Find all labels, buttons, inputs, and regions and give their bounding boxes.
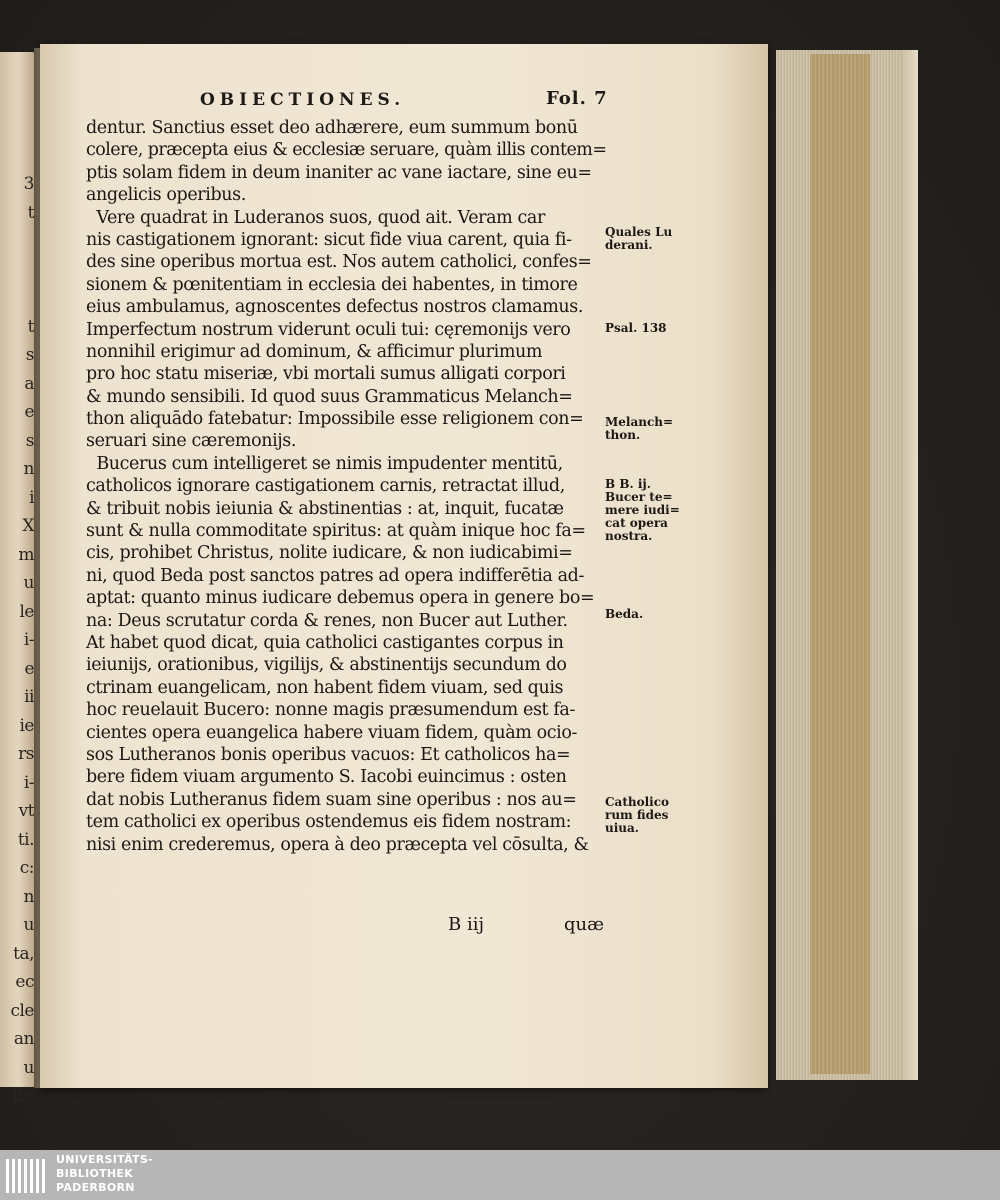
text-line: & mundo sensibili. Id quod suus Grammaticus Melanch= bbox=[86, 386, 573, 407]
marginal-line: uiua. bbox=[605, 821, 639, 835]
text-line: nonnihil erigimur ad dominum, & afficimur plurimum bbox=[86, 341, 543, 362]
marginal-note-quales-lutherani bbox=[605, 226, 679, 252]
marginal-note-bucer bbox=[605, 478, 679, 543]
left-page-fragment: i- bbox=[23, 630, 34, 650]
text-line: eius ambulamus, agnoscentes defectus nostros clamamus. bbox=[86, 297, 584, 318]
left-page-fragment: t bbox=[27, 316, 34, 337]
text-line: pro hoc statu miseriæ, vbi mortali sumus alligati corpori bbox=[86, 364, 566, 385]
left-page-fragment: u bbox=[23, 915, 34, 935]
left-page-fragment: le bbox=[19, 601, 34, 622]
marginal-line: B B. ij. bbox=[605, 477, 651, 491]
text-line: aptat: quanto minus iudicare debemus opera in genere bo= bbox=[86, 588, 595, 609]
left-page-fragment bbox=[0, 256, 34, 285]
text-line: bere fidem viuam argumento S. Iacobi euincimus : osten bbox=[86, 767, 567, 788]
left-page-fragment: X bbox=[22, 516, 34, 536]
marginal-line: Catholico bbox=[605, 795, 670, 809]
text-line: Bucerus cum intelligeret se nimis impudenter mentitū, bbox=[86, 453, 563, 474]
text-line: nis castigationem ignorant: sicut fide viua carent, quia fi- bbox=[86, 229, 572, 250]
book-cover-edge bbox=[902, 50, 918, 1080]
left-page-fragment: ti. bbox=[17, 829, 34, 850]
page-edges bbox=[810, 54, 870, 1074]
marginal-line: derani. bbox=[605, 238, 653, 252]
text-line: dat nobis Lutheranus fidem suam sine operibus : nos au= bbox=[86, 789, 577, 810]
text-line: seruari sine cæremonijs. bbox=[86, 431, 297, 452]
text-line: ieiunijs, orationibus, vigilijs, & abstinentijs secundum do bbox=[86, 655, 567, 676]
marginal-line: Beda. bbox=[605, 607, 644, 621]
text-line: & tribuit nobis ieiunia & abstinentias : at, inquit, fucatæ bbox=[86, 498, 564, 519]
folio-number: Fol. 7 bbox=[546, 88, 608, 109]
text-line: At habet quod dicat, quia catholici castigantes corpus in bbox=[86, 632, 564, 653]
text-line: na: Deus scrutatur corda & renes, non Bucer aut Luther. bbox=[86, 610, 568, 631]
text-line: ptis solam fidem in deum inaniter ac vane iactare, sine eu= bbox=[86, 162, 592, 183]
left-page-fragment: u bbox=[23, 1057, 34, 1078]
library-name-line: PADERBORN bbox=[56, 1181, 135, 1194]
text-line: thon aliquādo fatebatur: Impossibile esse religionem con= bbox=[86, 409, 584, 430]
left-page-fragment: a bbox=[24, 373, 34, 394]
marginal-line: Bucer te= bbox=[605, 490, 673, 504]
text-line: Vere quadrat in Luderanos suos, quod ait. Veram car bbox=[86, 207, 545, 228]
text-line: sunt & nulla commoditate spiritus: at quàm inique hoc fa= bbox=[86, 521, 586, 542]
marginal-line: rum fides bbox=[605, 808, 669, 822]
text-line: ctrinam euangelicam, non habent fidem viuam, sed quis bbox=[86, 677, 564, 698]
left-page-fragment: e bbox=[24, 658, 34, 679]
marginal-line: thon. bbox=[605, 428, 641, 442]
text-line: cientes opera euangelica habere viuam fidem, quàm ocio- bbox=[86, 722, 577, 743]
library-name bbox=[56, 1153, 153, 1195]
text-line: colere, præcepta eius & ecclesiæ seruare, quàm illis contem= bbox=[86, 140, 607, 161]
library-name-line: BIBLIOTHEK bbox=[56, 1167, 134, 1180]
left-page-fragment: an bbox=[13, 1029, 34, 1049]
left-page-fragment: n bbox=[23, 459, 34, 479]
text-line: sionem & pœnitentiam in ecclesia dei habentes, in timore bbox=[86, 274, 578, 295]
left-page-fragment: i bbox=[29, 487, 34, 508]
left-page-fragment: s bbox=[25, 430, 34, 451]
page-block-edge bbox=[776, 50, 918, 1080]
left-page-fragment bbox=[0, 227, 34, 256]
text-line: dentur. Sanctius esset deo adhærere, eum summum bonū bbox=[86, 118, 578, 138]
text-line: des sine operibus mortua est. Nos autem catholici, confes= bbox=[86, 252, 592, 273]
text-line: hoc reuelauit Bucero: nonne magis præsumendum est fa- bbox=[86, 700, 575, 721]
marginal-note-beda bbox=[605, 608, 679, 621]
left-page-fragment: ii bbox=[24, 687, 34, 707]
text-line: sos Lutheranos bonis operibus vacuos: Et catholicos ha= bbox=[86, 744, 571, 765]
running-head: OBIECTIONES. bbox=[200, 90, 406, 110]
text-line: angelicis operibus. bbox=[86, 185, 246, 206]
left-page-fragment: c: bbox=[19, 858, 34, 878]
text-line: ni, quod Beda post sanctos patres ad opera indifferētia ad- bbox=[86, 565, 584, 586]
catchword: quæ bbox=[564, 914, 605, 935]
marginal-note-melanchthon bbox=[605, 416, 679, 442]
left-page-fragment: i- bbox=[23, 772, 34, 793]
marginal-note-psalm bbox=[605, 322, 679, 335]
left-page-fragment: ie bbox=[19, 715, 34, 736]
left-page-fragment: ta, bbox=[13, 943, 34, 964]
marginal-line: mere iudi= bbox=[605, 503, 680, 517]
text-line: Imperfectum nostrum viderunt oculi tui: cęremonijs vero bbox=[86, 319, 571, 340]
footer-bar bbox=[0, 1150, 1000, 1200]
marginal-note-catholicorum bbox=[605, 796, 679, 835]
signature-mark: B iij bbox=[448, 914, 485, 935]
left-page-fragment: s bbox=[25, 345, 34, 365]
marginal-line: cat opera bbox=[605, 516, 668, 530]
text-line: nisi enim crederemus, opera à deo præcepta vel cōsulta, & bbox=[86, 834, 589, 855]
body-text bbox=[86, 117, 606, 856]
left-page-fragment: m bbox=[18, 544, 34, 565]
left-page-fragment: vt bbox=[18, 801, 34, 821]
left-page-edge bbox=[0, 52, 38, 1106]
left-page-fragment: u bbox=[23, 573, 34, 593]
marginal-line: nostra. bbox=[605, 529, 653, 543]
left-page-fragments bbox=[0, 170, 34, 1111]
marginal-line: Psal. 138 bbox=[605, 321, 667, 335]
left-page-fragment: cle bbox=[10, 1000, 34, 1021]
left-page-fragment: ec bbox=[15, 972, 34, 992]
left-page-fragment: 3 bbox=[23, 174, 34, 194]
left-page-fragment: rs bbox=[18, 744, 34, 764]
text-line: catholicos ignorare castigationem carnis, retractat illud, bbox=[86, 476, 565, 497]
left-page-fragment: ur. bbox=[12, 1086, 34, 1106]
library-name-line: UNIVERSITÄTS- bbox=[56, 1153, 153, 1166]
text-line: tem catholici ex operibus ostendemus eis fidem nostram: bbox=[86, 812, 572, 833]
text-line: cis, prohibet Christus, nolite iudicare, & non iudicabimi= bbox=[86, 543, 573, 564]
library-logo-icon bbox=[4, 1155, 50, 1197]
left-page-fragment bbox=[0, 284, 34, 313]
left-page-fragment: t bbox=[27, 202, 34, 223]
marginal-line: Quales Lu bbox=[605, 225, 673, 239]
left-page-fragment: e bbox=[24, 402, 34, 422]
marginal-line: Melanch= bbox=[605, 415, 674, 429]
left-page-fragment: n bbox=[23, 886, 34, 907]
